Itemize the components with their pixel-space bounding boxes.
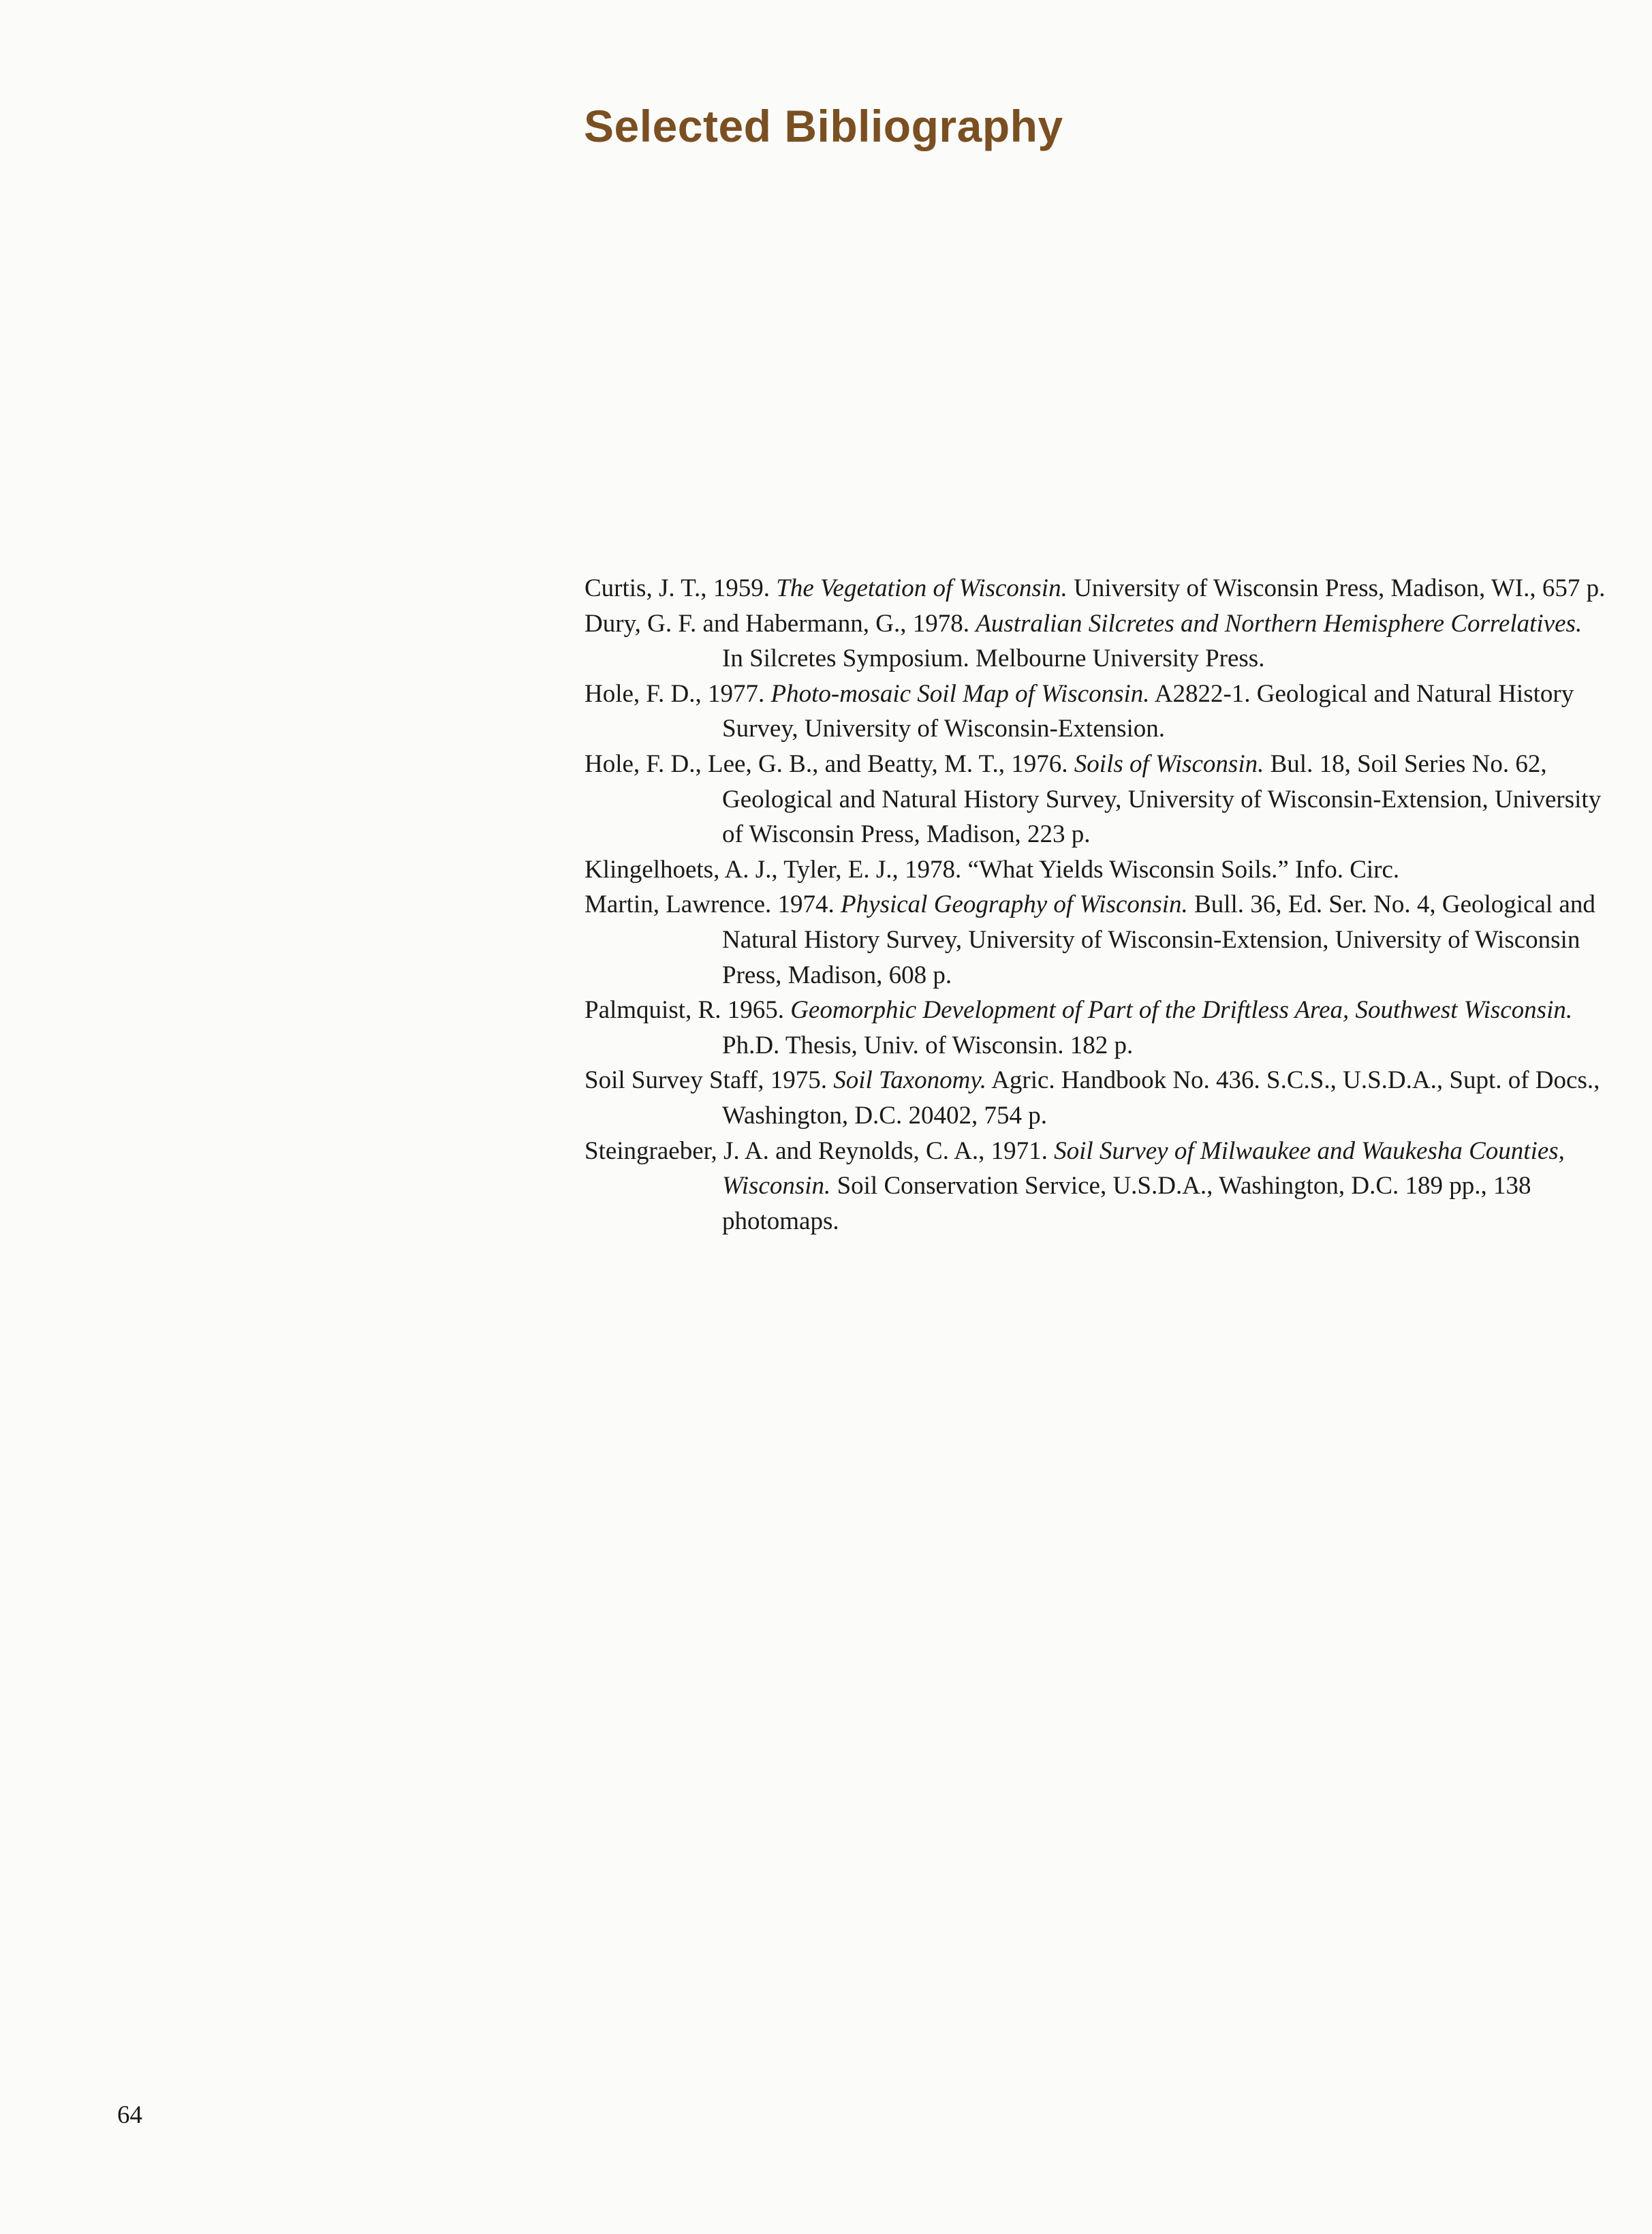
- bibliography-entry: [585, 1134, 1606, 1239]
- bib-title: Soil Survey of Milwaukee and Waukesha Counties, Wisconsin.: [722, 1136, 1565, 1200]
- bib-details: Ph.D. Thesis, Univ. of Wisconsin. 182 p.: [722, 1031, 1134, 1059]
- bibliography-entry: [585, 677, 1606, 747]
- bib-author: Steingraeber, J. A. and Reynolds, C. A., 1971.: [585, 1136, 1055, 1165]
- bib-title: Photo-mosaic Soil Map of Wisconsin.: [770, 679, 1150, 708]
- bib-title: The Vegetation of Wisconsin.: [776, 574, 1067, 602]
- bibliography-entry: [585, 1063, 1606, 1133]
- bib-author: Curtis, J. T., 1959.: [585, 574, 777, 602]
- bibliography-entry: [585, 887, 1606, 993]
- bib-details: A2822-1. Geological and Natural History Survey, University of Wisconsin-Extension.: [722, 679, 1574, 743]
- bib-author: Hole, F. D., Lee, G. B., and Beatty, M. T., 1976.: [585, 749, 1074, 778]
- bibliography-entry: [585, 606, 1606, 677]
- bib-title: Soil Taxonomy.: [833, 1066, 986, 1095]
- bibliography-list: [585, 571, 1606, 1239]
- bib-title: Geomorphic Development of Part of the Driftless Area, Southwest Wisconsin.: [790, 996, 1573, 1025]
- bib-title: Soils of Wisconsin.: [1074, 749, 1264, 778]
- bib-title: Physical Geography of Wisconsin.: [841, 890, 1188, 919]
- bibliography-entry: [585, 747, 1606, 852]
- bib-author: Palmquist, R. 1965.: [585, 996, 791, 1025]
- bib-details: Bull. 36, Ed. Ser. No. 4, Geological and Natural History Survey, University of Wisconsin-Extension, University of Wisconsin Press, Madison, 608 p.: [722, 890, 1595, 989]
- bib-author: Martin, Lawrence. 1974.: [585, 890, 841, 919]
- bib-details: Soil Conservation Service, U.S.D.A., Washington, D.C. 189 pp., 138 photomaps.: [722, 1172, 1531, 1235]
- bib-author: Soil Survey Staff, 1975.: [585, 1066, 834, 1095]
- bib-details: Bul. 18, Soil Series No. 62, Geological and Natural History Survey, University of Wisconsin-Extension, University of Wisconsin Press, Madison, 223 p.: [722, 749, 1602, 849]
- bibliography-entry: [585, 571, 1606, 606]
- bib-details: In Silcretes Symposium. Melbourne University Press.: [722, 645, 1265, 673]
- bibliography-entry: [585, 993, 1606, 1063]
- bib-details: Agric. Handbook No. 436. S.C.S., U.S.D.A., Supt. of Docs., Washington, D.C. 20402, 754 p.: [722, 1066, 1600, 1130]
- bib-details: University of Wisconsin Press, Madison, WI., 657 p.: [1067, 574, 1606, 602]
- bib-author: Klingelhoets, A. J., Tyler, E. J., 1978. “What Yields Wisconsin Soils.” Info. Circ.: [585, 855, 1400, 884]
- bibliography-entry: [585, 852, 1606, 888]
- page-title: Selected Bibliography: [584, 101, 1063, 151]
- bib-title: Australian Silcretes and Northern Hemisphere Correlatives.: [976, 609, 1583, 638]
- page-number: 64: [117, 2101, 142, 2129]
- bib-author: Hole, F. D., 1977.: [585, 679, 771, 708]
- bib-author: Dury, G. F. and Habermann, G., 1978.: [585, 609, 976, 638]
